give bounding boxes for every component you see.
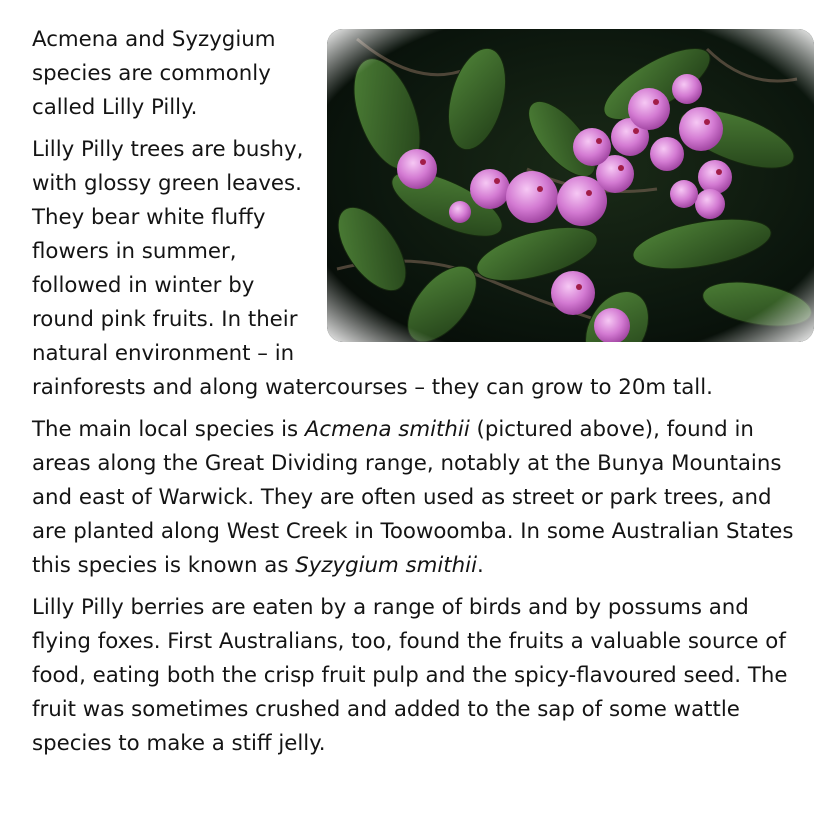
text-segment: The main local species is (32, 417, 305, 442)
text-segment: (pictured above), found in areas along the Great Dividing range, notably at the Bunya Mountains and east of Warwick. They are often used as street or park trees, and are planted along West Creek in Toowoomba. In some Australian States this species is known as (32, 417, 794, 578)
species-name-acmena: Acmena smithii (304, 417, 470, 442)
species-name-syzygium: Syzygium smithii (295, 553, 477, 578)
document-body (32, 23, 812, 769)
paragraph-uses: Lilly Pilly berries are eaten by a range of birds and by possums and flying foxes. First Australians, too, found the fruits a valuable source of food, eating both the crisp fruit pulp and the spicy-flavoured seed. The fruit was sometimes crushed and added to the sap of some wattle species to make a stiff jelly. (32, 595, 788, 756)
paragraph-description: Lilly Pilly trees are bushy, with glossy green leaves. They bear white fluffy flowers in summer, followed in winter by round pink fruits. In their natural environment – in rainforests and along watercourses – they can grow to 20m tall. (32, 137, 713, 400)
text-segment: . (476, 553, 484, 578)
paragraph-local-species (32, 413, 812, 583)
paragraph-intro: Acmena and Syzygium species are commonly called Lilly Pilly. (32, 27, 276, 120)
photo-illustration (327, 29, 814, 342)
lilly-pilly-photo (327, 29, 814, 342)
